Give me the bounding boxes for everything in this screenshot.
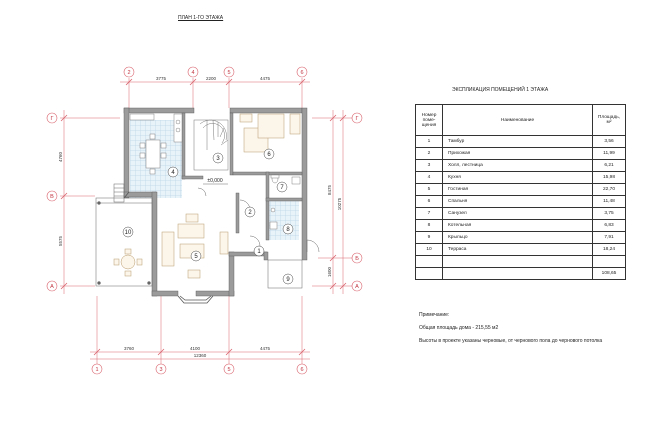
dim-top-3: 4475 [259,76,271,81]
dim-right-inner-1: 8475 [327,184,332,196]
dim-bottom-total: 12360 [193,353,207,358]
axis-bottom-3: 3 [159,367,163,373]
axis-right-g: Г [355,116,359,122]
room-label-5: 5 [194,254,198,260]
row-name: Спальня [443,196,593,208]
axis-right-b: Б [355,256,359,262]
room-label-1: 1 [257,249,261,255]
row-area: 3,56 [593,136,626,148]
staircase [194,120,228,170]
table-row [416,220,626,232]
level-mark: ±0,000 [207,178,223,184]
dim-bottom-2: 4100 [189,346,201,351]
axis-left-v: В [50,194,54,200]
row-area: 11,99 [593,148,626,160]
terrace-furniture [114,249,142,276]
row-name: Санузел [443,208,593,220]
row-number: 10 [416,244,443,256]
bedroom-furniture [240,114,300,152]
boiler-room-tile [269,200,299,240]
table-row [416,148,626,160]
axis-left-a: А [50,284,54,290]
explication-title: ЭКСПЛИКАЦИЯ ПОМЕЩЕНИЙ 1 ЭТАЖА [452,87,549,93]
plan-title: ПЛАН 1-ГО ЭТАЖА [178,15,224,21]
axis-top-2: 2 [127,70,131,76]
axis-bottom-1: 1 [95,367,99,373]
row-name: Терраса [443,244,593,256]
row-number: 3 [416,160,443,172]
row-name: Гостиная [443,184,593,196]
row-number: 7 [416,208,443,220]
row-area: 6,83 [593,220,626,232]
entrance-porch [198,188,319,288]
table-row [416,172,626,184]
header-area: Площадь, м² [593,105,626,136]
dim-right-inner-2: 1600 [327,266,332,278]
axis-left-g: Г [50,116,54,122]
axis-top-6: 6 [300,70,304,76]
axis-bottom-5: 5 [227,367,231,373]
row-number: 5 [416,184,443,196]
dim-right-total: 10275 [337,197,342,211]
table-row [416,208,626,220]
axis-top-5: 5 [227,70,231,76]
note-heights: Высоты в проекте указаны черновые, от чернового пола до чернового потолка [419,338,603,344]
dim-left-1: 4760 [58,151,63,163]
dim-bottom-1: 3760 [123,346,135,351]
row-number: 9 [416,232,443,244]
axis-bottom-6: 6 [300,367,304,373]
living-room-furniture [162,214,228,278]
axis-right-a: А [355,284,359,290]
room-label-3: 3 [216,156,220,162]
row-area: 11,48 [593,196,626,208]
table-row [416,184,626,196]
row-number: 8 [416,220,443,232]
explication-table [415,104,626,280]
room-label-6: 6 [267,152,271,158]
row-name: Холл, лестница [443,160,593,172]
total-area: 108,65 [593,268,626,280]
table-row [416,244,626,256]
row-number: 1 [416,136,443,148]
table-header-row [416,105,626,136]
row-name: Крыльцо [443,232,593,244]
table-row [416,232,626,244]
header-name: Наименование [443,105,593,136]
row-number: 2 [416,148,443,160]
row-area: 6,21 [593,160,626,172]
note-heading: Примечание: [419,312,450,318]
row-area: 18,24 [593,244,626,256]
room-label-2: 2 [248,210,252,216]
table-total-row [416,268,626,280]
table-row [416,136,626,148]
table-row [416,256,626,268]
room-label-8: 8 [286,227,290,233]
row-number: 6 [416,196,443,208]
terrace [96,198,152,286]
header-number: Номер поме- щения [416,105,443,136]
row-number: 4 [416,172,443,184]
dim-left-2: 5575 [58,235,63,247]
row-name: Прихожая [443,148,593,160]
axis-top-4: 4 [191,70,195,76]
note-total-area: Общая площадь дома - 215,55 м2 [419,325,499,331]
row-area: 7,91 [593,232,626,244]
dim-top-2: 2200 [205,76,217,81]
row-name: Кухня [443,172,593,184]
dim-bottom-3: 4475 [259,346,271,351]
row-area: 3,75 [593,208,626,220]
row-area: 15,98 [593,172,626,184]
row-area: 22,70 [593,184,626,196]
room-label-4: 4 [171,170,175,176]
dim-top-1: 3775 [155,76,167,81]
table-row [416,196,626,208]
room-label-10: 10 [124,230,132,236]
table-row [416,160,626,172]
room-label-7: 7 [280,185,284,191]
row-name: Тамбур [443,136,593,148]
row-name: Котельная [443,220,593,232]
room-label-9: 9 [286,277,290,283]
